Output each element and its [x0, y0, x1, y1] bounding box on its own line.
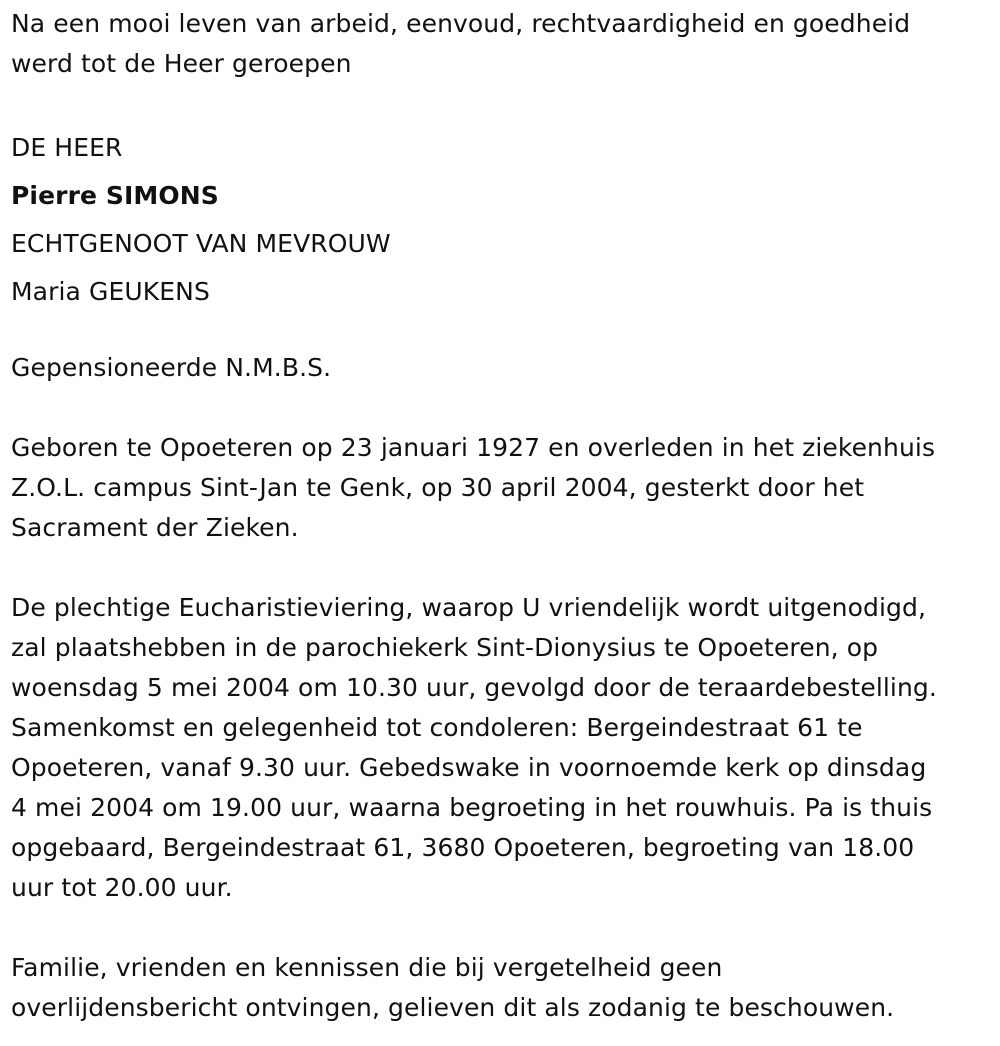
obituary-document: [11, 4, 996, 1028]
spacer: [11, 316, 996, 348]
ceremony-line-5: Opoeteren, vanaf 9.30 uur. Gebedswake in voornoemde kerk op dinsdag: [11, 753, 927, 782]
spacer: [11, 548, 996, 588]
deceased-title: DE HEER: [11, 133, 123, 162]
ceremony-line-7: opgebaard, Bergeindestraat 61, 3680 Opoeteren, begroeting van 18.00: [11, 833, 915, 862]
closing-line-2: overlijdensbericht ontvingen, gelieven dit als zodanig te beschouwen.: [11, 993, 895, 1022]
birth-death-line-1: Geboren te Opoeteren op 23 januari 1927 en overleden in het ziekenhuis: [11, 433, 936, 462]
spacer: [11, 388, 996, 428]
closing-line-1: Familie, vrienden en kennissen die bij vergetelheid geen: [11, 953, 723, 982]
intro-line-1: Na een mooi leven van arbeid, eenvoud, rechtvaardigheid en goedheid: [11, 9, 911, 38]
closing-paragraph: [11, 948, 996, 1028]
birth-death-line-3: Sacrament der Zieken.: [11, 513, 299, 542]
ceremony-line-6: 4 mei 2004 om 19.00 uur, waarna begroeting in het rouwhuis. Pa is thuis: [11, 793, 933, 822]
birth-death-line-2: Z.O.L. campus Sint-Jan te Genk, op 30 april 2004, gesterkt door het: [11, 473, 865, 502]
birth-death-paragraph: [11, 428, 996, 548]
occupation-paragraph: [11, 348, 996, 388]
ceremony-line-4: Samenkomst en gelegenheid tot condoleren: Bergeindestraat 61 te: [11, 713, 863, 742]
spacer: [11, 908, 996, 948]
occupation-line: Gepensioneerde N.M.B.S.: [11, 353, 332, 382]
intro-line-2: werd tot de Heer geroepen: [11, 49, 352, 78]
ceremony-line-1: De plechtige Eucharistieviering, waarop U vriendelijk wordt uitgenodigd,: [11, 593, 926, 622]
deceased-name: Pierre SIMONS: [11, 181, 219, 210]
deceased-block: [11, 124, 996, 316]
deceased-relation: ECHTGENOOT VAN MEVROUW: [11, 229, 391, 258]
ceremony-line-8: uur tot 20.00 uur.: [11, 873, 233, 902]
ceremony-line-3: woensdag 5 mei 2004 om 10.30 uur, gevolgd door de teraardebestelling.: [11, 673, 937, 702]
intro-paragraph: [11, 4, 996, 84]
ceremony-paragraph: [11, 588, 996, 908]
spacer: [11, 84, 996, 124]
spouse-name: Maria GEUKENS: [11, 277, 210, 306]
ceremony-line-2: zal plaatshebben in de parochiekerk Sint-Dionysius te Opoeteren, op: [11, 633, 879, 662]
